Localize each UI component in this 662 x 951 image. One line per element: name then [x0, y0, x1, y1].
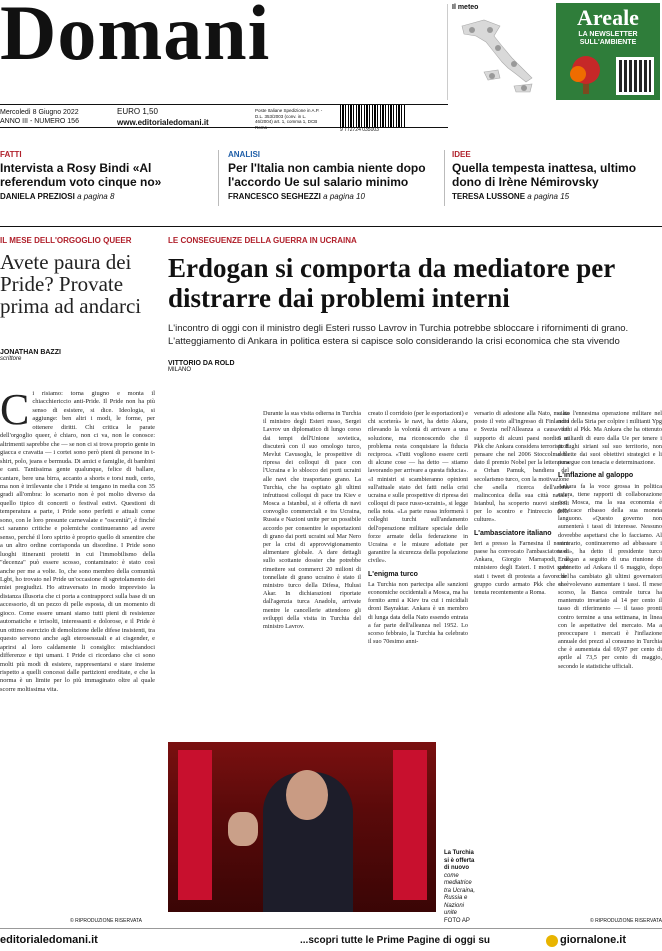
story-column-3: [474, 410, 569, 597]
opinion-column: [0, 236, 155, 362]
lead-story-body: [168, 410, 662, 740]
italy-weather-map-icon: [454, 16, 544, 98]
issue-info-bar: [0, 104, 448, 133]
areale-subtitle: LA NEWSLETTER SULL'AMBIENTE: [578, 31, 638, 47]
teaser-title: Quella tempesta inattesa, ultimo dono di Irène Némirovsky: [452, 161, 637, 190]
website-link[interactable]: www.editorialedomani.it: [117, 117, 209, 127]
teaser-page: a pagina 10: [323, 191, 365, 201]
opinion-headline[interactable]: Avete paura dei Pride? Provate prima ad andarci: [0, 250, 142, 319]
drop-cap: C: [0, 385, 30, 434]
story-text: Ankara fa la voce grossa in politica estera, tiene rapporti di collaborazione con Mosca, ma la sua economia è pervicace ribasso della sua moneta languono. «Questo governo non aumenterà i tassi di interesse. Nessuno dovrebbe aspettarsi che lo facciamo. Al contrario, continueremo ad abbassare i tassi», ha detto il presidente turco Erdogan a seguito di una riunione di gabinetto ad Ankara il 6 maggio, dopo che ha cambiato gli ultimi governatori che volevano aumentare i tassi. Il mese scorso, la Banca centrale turca ha mantenuto invariato al 14 per cento il tasso di riferimento — il tasso pronti contro termine a una settimana, in linea con le aspettative del mercato. Ma a preoccupare i mercati è l'inflazione annuale dei prezzi al consumo in Turchia che è aumentata dal 69,97 per cento di aprile al 73,5 per cento di maggio, secondo le statistiche ufficiali.: [558, 482, 662, 670]
newspaper-logo: Domani: [0, 0, 271, 76]
teaser-row: [0, 150, 662, 210]
lead-story-header: [168, 236, 662, 373]
issue-number: ANNO III - NUMERO 156: [0, 118, 79, 126]
teaser-tag: FATTI: [0, 150, 22, 159]
story-subhead: L'ambasciatore italiano: [474, 529, 552, 537]
opinion-author-role: scrittore: [0, 356, 22, 363]
photo-caption: [444, 850, 478, 925]
story-text: ciato l'ennesima operazione militare nel nord della Siria per colpire i militanti Ypg vicini al Pkk. Ma Ankara che ha ottenuto 6 miliardi di euro dalla Ue per tenere i profughi siriani sul suo territorio, non deflette dai suoi obiettivi strategici e li persegue con tenacia e determinazione.: [558, 410, 662, 467]
copyright-note: © RIPRODUZIONE RISERVATA: [590, 918, 662, 924]
barcode-icon: [340, 105, 406, 127]
teaser-byline: [0, 192, 205, 201]
teaser-page: a pagina 15: [527, 191, 570, 201]
turkish-flag-icon: [178, 750, 212, 900]
teaser-author: FRANCESCO SEGHEZZI: [228, 191, 321, 201]
teaser-fatti[interactable]: [0, 150, 205, 201]
teaser-title: Intervista a Rosy Bindi «Al referendum voto cinque no»: [0, 161, 162, 190]
erdogan-photo: [168, 742, 436, 912]
weather-box: [447, 4, 549, 100]
story-text: versario di adesione alla Nato, ma ha posto il veto all'ingresso di Finlandia e Svezia nell'Alleanza a causa del supporto di alcuni paesi nordici ai Pkk che Ankara considera terroristi. E pensare che nel 2006 Stoccolma ha dato il premio Nobel per la letteratura a Orhan Pamuk, bandiera del secolarismo turco, con la motivazione che «nella ricerca dell'anima malinconica della sua città natale, Istanbul, ha scoperto nuovi simboli per lo scontro e l'intreccio delle culture».: [474, 410, 569, 524]
masthead: [0, 0, 662, 100]
turkish-flag-icon: [393, 750, 427, 900]
opinion-body: [0, 385, 155, 694]
story-column-2: [368, 410, 468, 646]
weather-title: Il meteo: [452, 4, 479, 11]
barcode-number: 9 772724 035003: [340, 127, 379, 133]
footer-promo-text: ...scopri tutte le Prime Pagine di oggi su: [300, 935, 491, 946]
story-subhead: L'inflazione al galoppo: [558, 472, 634, 480]
lead-deck: L'incontro di oggi con il ministro degli Esteri russo Lavrov in Turchia potrebbe sbloccare i rifornimenti di grano. L'atteggiamento di Ankara in politica estera si capisce solo considerando la crisi economica che sta vivendo: [168, 323, 629, 347]
lead-headline[interactable]: Erdogan si comporta da mediatore per distrarre dai problemi interni: [168, 253, 615, 314]
section-rule: [0, 226, 662, 227]
caption-body: come mediatrice tra Ucraina, Russia e Nazioni unite: [444, 872, 476, 916]
postal-info: Poste Italiane Spedizione in A.P. - D.L. 353/2003 (conv. in L. 46/2004) art. 1, comma 1, DCB Roma: [255, 108, 323, 130]
issue-date: Mercoledì 8 Giugno 2022: [0, 109, 79, 116]
footer-site-link[interactable]: editorialedomani.it: [0, 934, 98, 946]
teaser-page: a pagina 8: [77, 191, 115, 201]
story-subhead: L'enigma turco: [368, 570, 418, 578]
teaser-divider: [218, 150, 219, 206]
story-column-1: Durante la sua visita odierna in Turchia il ministro degli Esteri russo, Sergei Lavrov un diplomatico di lungo corso dai tempi dell'Unione sovietica, discuterà con il suo omologo turco, Mevlut Cavusoglu, le prospettive di ripresa dei colloqui di pace con l'Ucraina e lo sblocco dei porti ucraini alle navi che trasportano grano. La Turchia, che ha ospitato gli ultimi infruttuosi colloqui di pace tra Kiev e Mosca a Istanbul, si è offerta di navi convoglio commerciali e tra Ucraina, Russia e Nazioni unite per un possibile accordo per consentire le esportazioni di grano dai porti ucraini sul Mar Nero per la crisi di approvvigionamento alimentare globale. A dare dettagli sullo scottante dossier che potrebbe rimettere sui commerci 20 milioni di tonnellate di grano ucraino è stato il ministro turco della Difesa, Hulusi Akar. In dichiarazioni riportate dall'agenzia turca Anadolu, arrivate mentre le cancellerie attendono gli sviluppi della visita in Turchia del ministro Lavrov.: [263, 410, 361, 630]
teaser-author: TERESA LUSSONE: [452, 191, 526, 201]
footer-bar: [0, 928, 662, 951]
story-column-4: [558, 410, 662, 920]
teaser-divider: [444, 150, 445, 206]
teaser-tag: ANALISI: [228, 150, 260, 159]
story-text: Ieri a presso la Farnesina il nostro paese ha convocato l'ambasciatore di Ankara, Giorgio Marrapodi, al ministero degli Esteri. I motivi sono stati i tweet di protesta a favore del gruppo curdo armato Pkk che si è tenuta recentemente a Roma.: [474, 539, 569, 596]
lead-dateline: MILANO: [168, 367, 192, 374]
story-text: La Turchia non partecipa alle sanzioni economiche occidentali a Mosca, ma ha fornito armi a Kiev tra cui i micidiali droni Bayraktar. Ankara è un membro di lunga data della Nato essendo entrata a far parte dell'alleanza nel 1952. Lo scorso febbraio, la Turchia ha celebrato il suo 70esimo anni-: [368, 580, 468, 646]
caption-title: La Turchia si è offerta di nuovo: [444, 850, 475, 871]
teaser-author: DANIELA PREZIOSI: [0, 191, 75, 201]
lead-author: VITTORIO DA ROLD: [168, 360, 235, 368]
story-text: creato il corridoio (per le esportazioni) e chi scorterà» le navi, ha detto Akara, rilevando la volontà di arrivare a una soluzione, ma riconoscendo che il problema resta conquistare la fiducia reciproca. «Tutti vogliono essere certi di alcune cose — ha detto — stiamo lavorando per arrivare a questa fiducia». «I ministri si scambieranno opinioni sull'attuale stato dei fatti nella crisi ucraina e sulle prospettive di ripresa dei colloqui di pace russo-ucraini», si legge nella nota. «La parte russa informerà i colleghi turchi sull'andamento dell'operazione militare speciale delle forze armate della federazione in Ucraina e le misure adottate per garantire la sicurezza della popolazione civile».: [368, 410, 468, 565]
teaser-byline: [228, 192, 438, 201]
teaser-tag: IDEE: [452, 150, 471, 159]
teaser-idee[interactable]: [452, 150, 662, 201]
copyright-note: © RIPRODUZIONE RISERVATA: [70, 918, 142, 924]
photo-credit: FOTO AP: [444, 917, 470, 924]
opinion-author: JONATHAN BAZZI: [0, 349, 61, 357]
areale-title: Areale: [577, 5, 639, 30]
teaser-analisi[interactable]: [228, 150, 438, 201]
teaser-byline: [452, 192, 662, 201]
qr-code-icon[interactable]: [616, 57, 654, 95]
areale-newsletter-promo[interactable]: [556, 3, 660, 100]
footer-giornalone-link[interactable]: giornalone.it: [560, 934, 626, 946]
issue-date-block: [0, 108, 79, 126]
speaker-face: [286, 770, 328, 820]
lead-kicker: LE CONSEGUENZE DELLA GUERRA IN UCRAINA: [168, 236, 357, 245]
opinion-text: i risiamo: torna giugno e monta il chiacchiericcio anti-Pride. Il Pride non ha più senso di esistere, si dice. Ideologia, si aggiunge: ben altri i modi, le forme, per ottenere diritti. Chi critica le parate dell'orgoglio queer, è chiaro, non ci va, non le conosce: altrimenti saprebbe che — se non ci si trova proprio gente in giacca e cravatta — i cortei sono però pieni di persone in t-shirt, polo, jeans e bermuda. Di amici e famiglie, di bambini e cani. Tantissima gente qualunque, felice di ballare, cantare, bere una birra, accanto a shorts e torsi nudi, certo, ma non è irrilevante che i Pride si tengano in media con 35 gradi all'ombra: lo scenario non è poi molto diverso da quello tipico di concerti o festival estivi. Questioni di temperatura a parte, i Pride sono perfetti e attuali come sono, con le loro presunte carnevalate e "oscenità", è finché ci saranno critiche e polemiche continueranno ad avere senso, perché il loro spirito è proprio quello di smentire che a un altro ordine corrisponda un disordine. I Pride sono luoghi itineranti protetti in cui l'immobilismo della "decenza" può essere scosso, contaminato: è stato così anche per me a volte. Io, che sono membro della comunità Lgbt, ho trovato nel Pride un'occasione di sgretolamento dei miei pregiudizi. Ho attraversato in modo imprevisto la distanza illusoria che ci porta a contrapporci sulla base di un accessorio, di un pezzo di pelle esposta, di un momento di gioco. Come essere umani siamo tutti pieni di resistenze automatiche e irrisolti, interessanti e dolorose, e il Pride è un ottimo esercizio di demolizione delle difese insistenti, tra questo servono anche agli eterosessuali e ai cisgender, e aprirsi al loro caldamente li consiglio: mischiandoci differenze e tipi umani. I Pride ci ricordano che ci sono molti più modi di esistere, rappresentarsi e stare insieme rispetto a quelli concessi dalle partizioni ereditate, e che la norma è un limite per lo più immaginato oltre al quale scorre moltissima vita.: [0, 390, 155, 693]
price-site-block: [117, 107, 209, 129]
speaker-hand: [228, 812, 258, 846]
teaser-title: Per l'Italia non cambia niente dopo l'accordo Ue sul salario minimo: [228, 161, 426, 190]
giornalone-logo-icon: [546, 935, 558, 947]
tree-icon: [564, 52, 608, 96]
opinion-section-tag: IL MESE DELL'ORGOGLIO QUEER: [0, 236, 132, 245]
issue-price: EURO 1,50: [117, 107, 158, 116]
